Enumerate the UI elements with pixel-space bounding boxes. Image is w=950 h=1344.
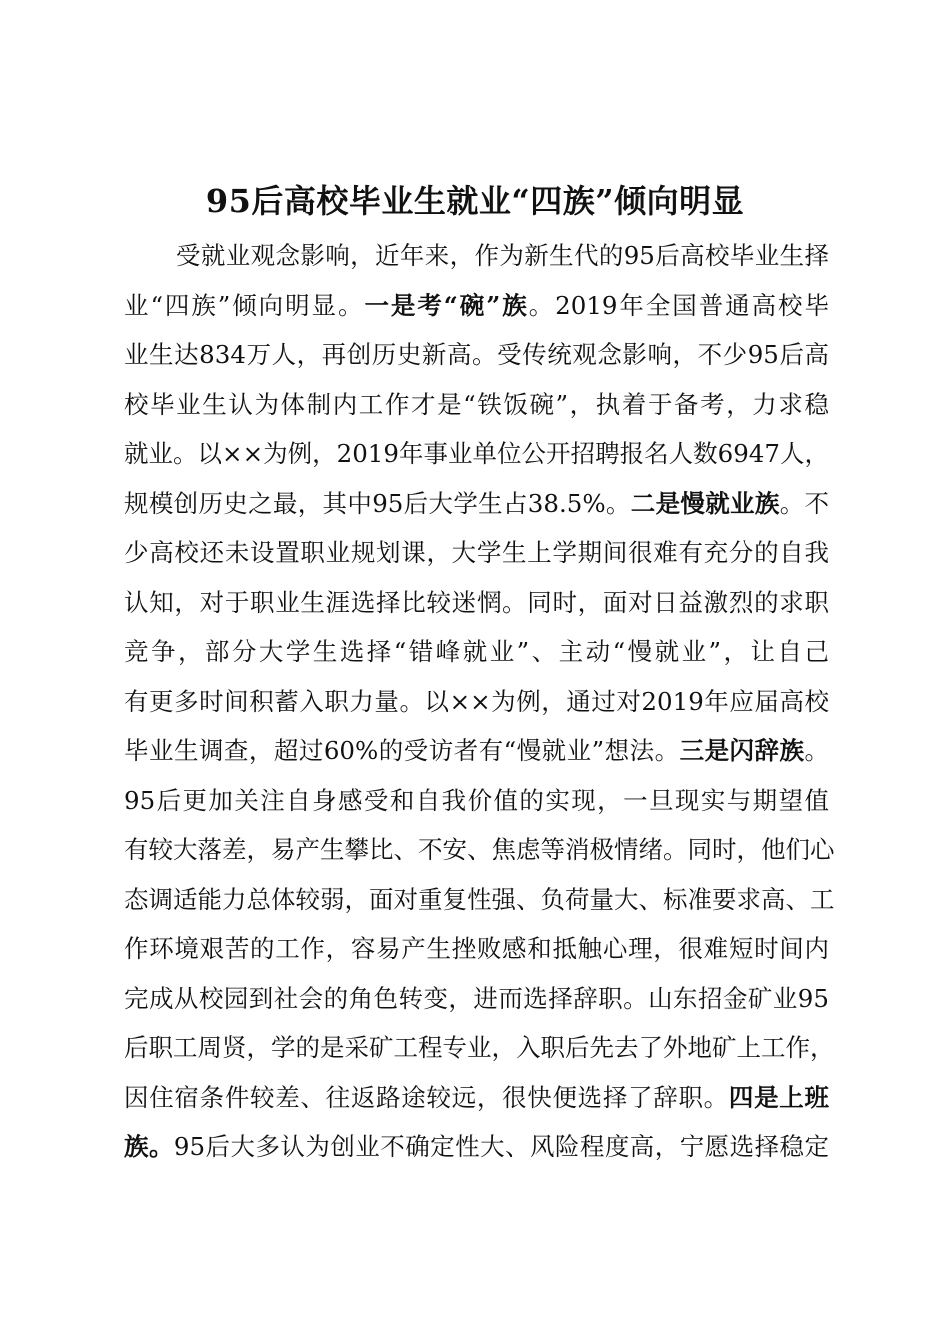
bold-heading-text: 二是慢就业族: [630, 488, 780, 518]
body-text: 因住宿条件较差、往返路途较远，很快便选择了辞职。: [124, 1082, 729, 1112]
paragraph-line: [124, 528, 829, 578]
paragraph-line: [124, 825, 835, 875]
paragraph-line: [124, 1073, 829, 1123]
body-text: 作环境艰苦的工作，容易产生挫败感和抵触心理，很难短时间内: [124, 934, 829, 963]
body-text: 少高校还未设置职业规划课，大学生上学期间很难有充分的自我: [124, 538, 829, 567]
body-text: 后职工周贤，学的是采矿工程专业，入职后先去了外地矿上工作，: [124, 1033, 835, 1062]
paragraph-line: [124, 776, 829, 826]
document-title: 95后高校毕业生就业“四族”倾向明显: [205, 182, 745, 220]
paragraph-line: [124, 281, 829, 331]
paragraph-line: [124, 677, 829, 727]
paragraph-line: [124, 875, 835, 925]
paragraph-line: [124, 1122, 829, 1172]
bold-heading-text: 三是闪辞族: [679, 736, 805, 765]
bold-heading-text: 族。: [124, 1132, 174, 1161]
body-text: 就业。以××为例，2019年事业单位公开招聘报名人数6947人，: [124, 439, 829, 468]
paragraph-line: [124, 924, 829, 974]
paragraph-line: [124, 1023, 835, 1073]
paragraph-line: [124, 231, 829, 281]
paragraph-line: [124, 380, 829, 430]
bold-heading-text: 四是上班: [728, 1082, 830, 1112]
body-text: 毕业生调查，超过60%的受访者有“慢就业”想法。: [124, 736, 680, 765]
body-text: 认知，对于职业生涯选择比较迷惘。同时，面对日益激烈的求职: [124, 587, 829, 617]
body-text: 业“四族”倾向明显。: [124, 290, 365, 320]
paragraph-line: [124, 627, 829, 677]
body-text: 。不: [779, 488, 830, 518]
body-text: 有更多时间积蓄入职力量。以××为例，通过对2019年应届高校: [124, 686, 829, 716]
body-text: 完成从校园到社会的角色转变，进而选择辞职。山东招金矿业95: [124, 983, 829, 1013]
body-text: 态调适能力总体较弱，面对重复性强、负荷量大、标准要求高、工: [124, 884, 835, 914]
body-text: 有较大落差，易产生攀比、不安、焦虑等消极情绪。同时，他们心: [124, 835, 835, 864]
body-text: 95后大多认为创业不确定性大、风险程度高，宁愿选择稳定: [173, 1132, 829, 1161]
body-text: 规模创历史之最，其中95后大学生占38.5%。: [124, 488, 631, 518]
paragraph-line: [124, 429, 829, 479]
paragraph-line: [124, 578, 829, 628]
body-text: 。2019年全国普通高校毕: [528, 290, 829, 320]
paragraph-line: [124, 726, 829, 776]
body-text: 校毕业生认为体制内工作才是“铁饭碗”，执着于备考，力求稳: [124, 389, 829, 419]
document-body: [124, 231, 835, 1172]
body-text: 95后更加关注自身感受和自我价值的实现，一旦现实与期望值: [124, 785, 829, 815]
paragraph-line: [124, 479, 829, 529]
body-text: 业生达834万人，再创历史新高。受传统观念影响，不少95后高: [124, 340, 829, 369]
paragraph-line: [124, 330, 829, 380]
bold-heading-text: 一是考“碗”族: [364, 290, 529, 320]
body-text: 。: [804, 736, 829, 765]
body-text: 竞争，部分大学生选择“错峰就业”、主动“慢就业”，让自己: [124, 637, 829, 666]
paragraph-line: [124, 974, 829, 1024]
body-text: 受就业观念影响，近年来，作为新生代的95后高校毕业生择: [176, 241, 829, 270]
